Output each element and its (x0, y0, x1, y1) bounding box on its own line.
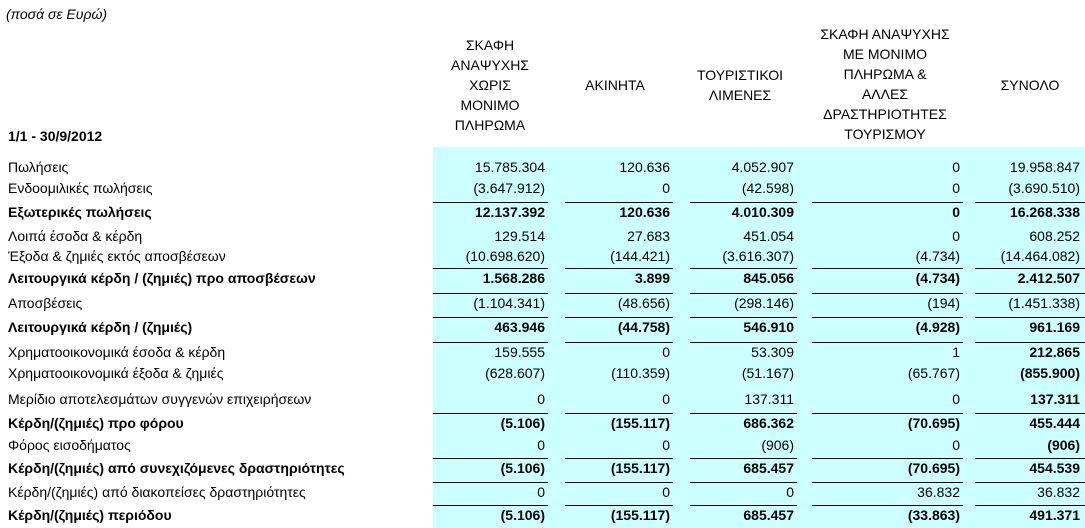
period-label: 1/1 - 30/9/2012 (8, 128, 103, 144)
row-separator-line (690, 293, 797, 294)
row-separator-line (565, 482, 673, 483)
row-separator-line (433, 342, 548, 343)
boats-no-crew-value: (5.106) (500, 460, 545, 476)
row-separator-line (433, 413, 548, 414)
boats-no-crew-value: 0 (537, 391, 545, 407)
total-value: (3.690.510) (1008, 180, 1080, 196)
marinas-value: 686.362 (743, 415, 794, 431)
total-value: 454.539 (1029, 460, 1080, 476)
column-header-real-estate: ΑΚΙΝΗΤΑ (585, 77, 645, 93)
marinas-value: 685.457 (743, 460, 794, 476)
row-label: Ενδοομιλικές πωλήσεις (8, 180, 153, 196)
boats-crew-other-value: 0 (952, 391, 960, 407)
real-estate-value: (155.117) (610, 415, 670, 431)
row-label: Κέρδη/(ζημιές) προ φόρου (8, 415, 184, 431)
real-estate-value: 27.683 (627, 228, 670, 244)
total-value: 608.252 (1029, 228, 1080, 244)
row-separator-line (690, 482, 797, 483)
row-separator-line (690, 458, 797, 459)
row-separator-line (812, 505, 963, 506)
row-separator-line (812, 317, 963, 318)
row-separator-line (812, 268, 963, 269)
real-estate-value: 0 (662, 437, 670, 453)
row-separator-line (690, 342, 797, 343)
row-separator-line (433, 482, 548, 483)
real-estate-value: (155.117) (610, 460, 670, 476)
boats-crew-other-value: 0 (952, 204, 960, 220)
row-label: Χρηματοοικονομικά έξοδα & ζημιές (8, 365, 224, 381)
total-value: 491.371 (1029, 507, 1080, 523)
marinas-value: 4.052.907 (731, 159, 794, 175)
boats-crew-other-value: 1 (952, 344, 960, 360)
boats-no-crew-value: 463.946 (494, 319, 545, 335)
boats-no-crew-value: 0 (537, 437, 545, 453)
marinas-value: 451.054 (743, 228, 794, 244)
total-value: 19.958.847 (1009, 159, 1080, 175)
real-estate-value: (110.359) (611, 365, 670, 381)
real-estate-value: 0 (662, 391, 670, 407)
row-separator-line (433, 458, 548, 459)
row-separator-line (690, 413, 797, 414)
row-separator-line (812, 482, 963, 483)
row-label: Εξωτερικές πωλήσεις (8, 204, 152, 220)
row-separator-line (975, 293, 1085, 294)
row-separator-line (812, 293, 963, 294)
row-separator-line (565, 268, 673, 269)
row-label: Λειτουργικά κέρδη / (ζημιές) (8, 319, 193, 335)
row-separator-line (690, 202, 797, 203)
row-separator-line (565, 342, 673, 343)
real-estate-value: 0 (662, 484, 670, 500)
boats-no-crew-value: 159.555 (494, 344, 545, 360)
total-value: 36.832 (1037, 484, 1080, 500)
boats-crew-other-value: (65.767) (907, 365, 960, 381)
row-separator-line (975, 413, 1085, 414)
boats-crew-other-value: 0 (952, 437, 960, 453)
row-separator-line (975, 505, 1085, 506)
currency-caption: (ποσά σε Ευρώ) (6, 6, 108, 22)
total-value: (1.451.338) (1008, 295, 1080, 311)
boats-no-crew-value: (3.647.912) (473, 180, 545, 196)
row-separator-line (975, 482, 1085, 483)
row-separator-line (690, 505, 797, 506)
boats-crew-other-value: (33.863) (907, 507, 960, 523)
row-label: Κέρδη/(ζημιές) περιόδου (8, 507, 172, 523)
marinas-value: 137.311 (744, 391, 794, 407)
boats-no-crew-value: (628.607) (485, 365, 545, 381)
row-separator-line (812, 458, 963, 459)
total-value: 212.865 (1029, 344, 1080, 360)
real-estate-value: 120.636 (619, 204, 670, 220)
row-separator-line (812, 202, 963, 203)
boats-crew-other-value: (4.928) (915, 319, 960, 335)
row-separator-line (565, 293, 673, 294)
row-separator-line (812, 342, 963, 343)
row-separator-line (565, 202, 673, 203)
marinas-value: (51.167) (741, 365, 794, 381)
row-label: Κέρδη/(ζημιές) από διακοπείσες δραστηριότητες (8, 484, 306, 500)
marinas-value: (906) (761, 437, 794, 453)
real-estate-value: (48.656) (617, 295, 670, 311)
boats-crew-other-value: 0 (952, 159, 960, 175)
total-value: (906) (1047, 437, 1080, 453)
row-separator-line (433, 317, 548, 318)
row-separator-line (812, 413, 963, 414)
row-label: Πωλήσεις (8, 159, 69, 175)
total-value: 455.444 (1029, 415, 1080, 431)
total-value: (855.900) (1020, 365, 1080, 381)
total-value: 16.268.338 (1009, 204, 1080, 220)
row-label: Έξοδα & ζημιές εκτός αποσβέσεων (8, 248, 226, 264)
column-header-marinas: ΤΟΥΡΙΣΤΙΚΟΙ ΛΙΜΕΝΕΣ (696, 67, 784, 103)
row-separator-line (565, 413, 673, 414)
marinas-value: 53.309 (751, 344, 794, 360)
boats-no-crew-value: 12.137.392 (474, 204, 545, 220)
column-header-total: ΣΥΝΟΛΟ (1000, 77, 1060, 93)
column-header-boats-without-crew: ΣΚΑΦΗ ΑΝΑΨΥΧΗΣ ΧΩΡΙΣ ΜΟΝΙΜΟ ΠΛΗΡΩΜΑ (451, 37, 529, 133)
row-separator-line (565, 317, 673, 318)
row-separator-line (690, 268, 797, 269)
total-value: (14.464.082) (1000, 248, 1080, 264)
real-estate-value: 0 (662, 344, 670, 360)
marinas-value: (3.616.307) (722, 248, 794, 264)
row-label: Μερίδιο αποτελεσμάτων συγγενών επιχειρήσεων (8, 391, 312, 407)
marinas-value: (298.146) (734, 295, 794, 311)
total-value: 961.169 (1029, 319, 1080, 335)
real-estate-value: 3.899 (634, 270, 670, 286)
boats-crew-other-value: (70.695) (907, 460, 960, 476)
row-separator-line (975, 202, 1085, 203)
row-label: Φόρος εισοδήματος (8, 437, 131, 453)
row-label: Κέρδη/(ζημιές) από συνεχιζόμενες δραστηριότητες (8, 460, 345, 476)
column-header-boats-with-crew-other: ΣΚΑΦΗ ΑΝΑΨΥΧΗΣ ΜΕ ΜΟΝΙΜΟ ΠΛΗΡΩΜΑ & ΑΛΛΕΣ ΔΡΑΣΤΗΡΙΟΤΗΤΕΣ ΤΟΥΡΙΣΜΟΥ (820, 26, 950, 142)
total-value: 137.311 (1030, 391, 1080, 407)
row-separator-line (433, 268, 548, 269)
boats-no-crew-value: 15.785.304 (474, 159, 545, 175)
boats-no-crew-value: 129.514 (494, 228, 545, 244)
marinas-value: 546.910 (743, 319, 794, 335)
row-separator-line (565, 458, 673, 459)
boats-no-crew-value: (1.104.341) (473, 295, 545, 311)
boats-no-crew-value: 1.568.286 (482, 270, 545, 286)
marinas-value: 845.056 (743, 270, 794, 286)
row-label: Χρηματοοικονομικά έσοδα & κέρδη (8, 344, 226, 360)
boats-crew-other-value: 36.832 (917, 484, 960, 500)
marinas-value: 0 (786, 484, 794, 500)
row-separator-line (975, 317, 1085, 318)
boats-no-crew-value: (10.698.620) (465, 248, 545, 264)
marinas-value: 685.457 (743, 507, 794, 523)
boats-crew-other-value: 0 (952, 180, 960, 196)
row-separator-line (975, 458, 1085, 459)
row-separator-line (433, 505, 548, 506)
row-separator-line (975, 268, 1085, 269)
row-separator-line (433, 202, 548, 203)
row-label: Λειτουργικά κέρδη / (ζημιές) προ αποσβέσεων (8, 270, 316, 286)
real-estate-value: (155.117) (610, 507, 670, 523)
row-label: Αποσβέσεις (8, 295, 83, 311)
row-separator-line (565, 505, 673, 506)
boats-no-crew-value: (5.106) (500, 415, 545, 431)
marinas-value: (42.598) (741, 180, 794, 196)
boats-crew-other-value: (4.734) (915, 248, 960, 264)
real-estate-value: 0 (662, 180, 670, 196)
row-label: Λοιπά έσοδα & κέρδη (8, 228, 143, 244)
marinas-value: 4.010.309 (731, 204, 794, 220)
row-separator-line (690, 317, 797, 318)
boats-no-crew-value: (5.106) (500, 507, 545, 523)
row-separator-line (433, 293, 548, 294)
boats-crew-other-value: (194) (927, 295, 960, 311)
boats-crew-other-value: (70.695) (907, 415, 960, 431)
real-estate-value: (44.758) (617, 319, 670, 335)
row-separator-line (975, 342, 1085, 343)
real-estate-value: (144.421) (610, 248, 670, 264)
boats-crew-other-value: (4.734) (915, 270, 960, 286)
boats-no-crew-value: 0 (537, 484, 545, 500)
total-value: 2.412.507 (1017, 270, 1080, 286)
boats-crew-other-value: 0 (952, 228, 960, 244)
real-estate-value: 120.636 (619, 159, 670, 175)
